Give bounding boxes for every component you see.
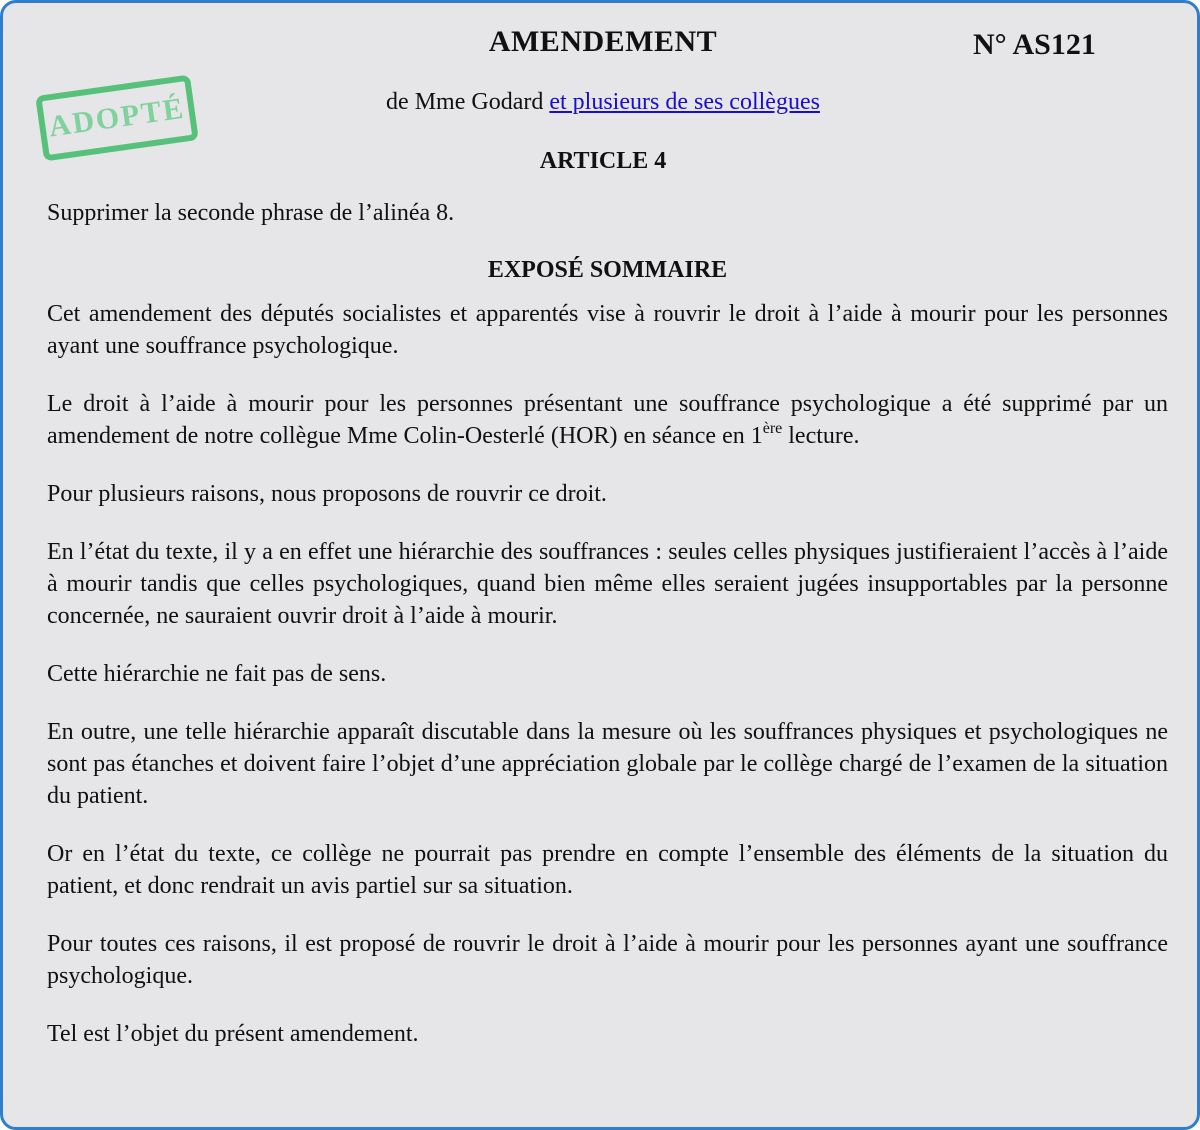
article-heading: ARTICLE 4	[539, 148, 667, 174]
authors-prefix: de Mme Godard	[386, 89, 550, 115]
adopted-stamp-label: ADOPTÉ	[46, 91, 188, 144]
summary-paragraph-9: Tel est l’objet du présent amendement.	[47, 1021, 419, 1047]
authors-line	[3, 89, 1200, 116]
summary-paragraph-1: Cet amendement des députés socialistes et apparentés vise à rouvrir le droit à l’aide à mourir pour les personnes ayant une souffrance psychologique.	[47, 301, 1168, 359]
co-authors-link[interactable]: et plusieurs de ses collègues	[549, 89, 820, 115]
summary-paragraph-2	[47, 388, 1168, 452]
amendment-number: N° AS121	[973, 28, 1096, 61]
summary-paragraph-4: En l’état du texte, il y a en effet une hiérarchie des souffrances : seules celles physiques justifieraient l’accès à l’aide à mourir tandis que celles psychologiques, quand bien même elles seraient jugées insupportables par la personne concernée, ne sauraient ouvrir droit à l’aide à mourir.	[47, 539, 1168, 629]
summary-paragraph-3: Pour plusieurs raisons, nous proposons de rouvrir ce droit.	[47, 481, 607, 507]
summary-paragraph-2-text: Le droit à l’aide à mourir pour les personnes présentant une souffrance psychologique a été supprimé par un amendement de notre collègue Mme Colin-Oesterlé (HOR) en séance en 1	[47, 391, 1168, 449]
document-body	[47, 197, 1168, 1076]
summary-paragraph-7: Or en l’état du texte, ce collège ne pourrait pas prendre en compte l’ensemble des éléments de la situation du patient, et donc rendrait un avis partiel sur sa situation.	[47, 841, 1168, 899]
document-title: AMENDEMENT	[488, 25, 718, 58]
summary-paragraph-8: Pour toutes ces raisons, il est proposé de rouvrir le droit à l’aide à mourir pour les personnes ayant une souffrance psychologique.	[47, 931, 1168, 989]
ordinal-superscript: ère	[762, 420, 783, 437]
amendment-text: Supprimer la seconde phrase de l’alinéa 8.	[47, 200, 455, 226]
summary-paragraph-5: Cette hiérarchie ne fait pas de sens.	[47, 661, 387, 687]
summary-paragraph-6: En outre, une telle hiérarchie apparaît discutable dans la mesure où les souffrances physiques et psychologiques ne sont pas étanches et doivent faire l’objet d’une appréciation globale par le collège chargé de l’examen de la situation du patient.	[47, 719, 1168, 809]
summary-paragraph-2-end: lecture.	[782, 423, 860, 449]
summary-heading: EXPOSÉ SOMMAIRE	[487, 257, 728, 283]
